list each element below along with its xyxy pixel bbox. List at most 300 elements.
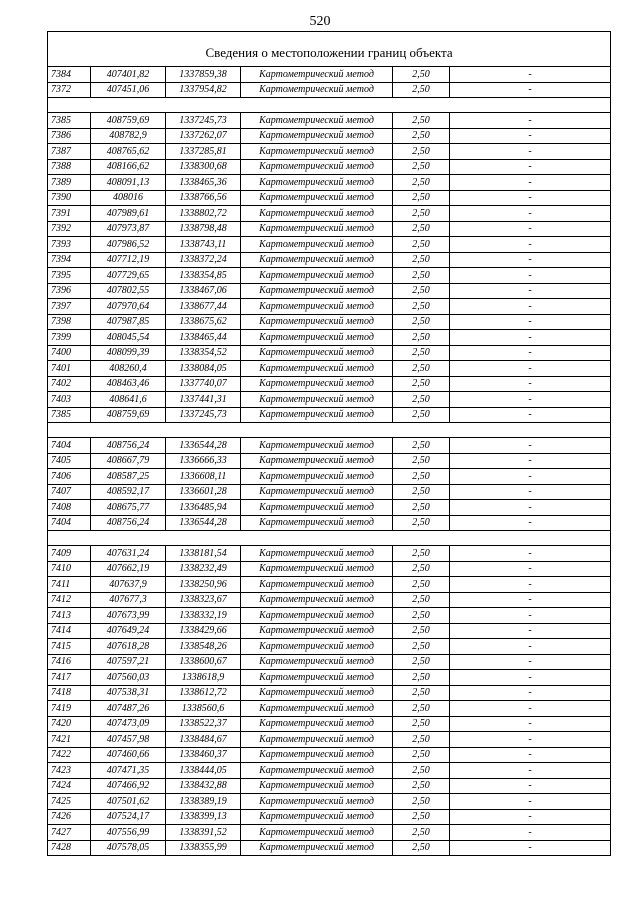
y-coordinate-cell: 1338323,67 (166, 592, 241, 608)
y-coordinate-cell: 1338232,49 (166, 561, 241, 577)
table-title-row (48, 32, 611, 67)
table-row (48, 840, 611, 856)
accuracy-cell: 2,50 (393, 469, 450, 485)
description-cell: - (450, 159, 611, 175)
table-row (48, 623, 611, 639)
method-cell: Картометрический метод (241, 654, 393, 670)
accuracy-cell: 2,50 (393, 144, 450, 160)
description-cell: - (450, 113, 611, 129)
description-cell: - (450, 268, 611, 284)
point-number-cell: 7385 (48, 113, 91, 129)
method-cell: Картометрический метод (241, 561, 393, 577)
point-number-cell: 7405 (48, 453, 91, 469)
accuracy-cell: 2,50 (393, 67, 450, 83)
y-coordinate-cell: 1338600,67 (166, 654, 241, 670)
point-number-cell: 7412 (48, 592, 91, 608)
y-coordinate-cell: 1338429,66 (166, 623, 241, 639)
x-coordinate-cell: 407649,24 (91, 623, 166, 639)
description-cell: - (450, 840, 611, 856)
description-cell: - (450, 825, 611, 841)
accuracy-cell: 2,50 (393, 515, 450, 531)
table-row (48, 268, 611, 284)
table-row (48, 716, 611, 732)
y-coordinate-cell: 1338354,52 (166, 345, 241, 361)
description-cell: - (450, 654, 611, 670)
y-coordinate-cell: 1338798,48 (166, 221, 241, 237)
method-cell: Картометрический метод (241, 701, 393, 717)
point-number-cell: 7415 (48, 639, 91, 655)
description-cell: - (450, 361, 611, 377)
x-coordinate-cell: 407637,9 (91, 577, 166, 593)
y-coordinate-cell: 1338372,24 (166, 252, 241, 268)
table-row (48, 190, 611, 206)
point-number-cell: 7407 (48, 484, 91, 500)
table-row (48, 113, 611, 129)
point-number-cell: 7417 (48, 670, 91, 686)
accuracy-cell: 2,50 (393, 809, 450, 825)
description-cell: - (450, 515, 611, 531)
accuracy-cell: 2,50 (393, 685, 450, 701)
description-cell: - (450, 716, 611, 732)
table-row (48, 685, 611, 701)
description-cell: - (450, 469, 611, 485)
accuracy-cell: 2,50 (393, 392, 450, 408)
y-coordinate-cell: 1338677,44 (166, 299, 241, 315)
x-coordinate-cell: 407560,03 (91, 670, 166, 686)
table-row (48, 361, 611, 377)
y-coordinate-cell: 1338465,36 (166, 175, 241, 191)
x-coordinate-cell: 408765,62 (91, 144, 166, 160)
point-number-cell: 7404 (48, 438, 91, 454)
table-row (48, 438, 611, 454)
y-coordinate-cell: 1338300,68 (166, 159, 241, 175)
description-cell: - (450, 144, 611, 160)
method-cell: Картометрический метод (241, 453, 393, 469)
y-coordinate-cell: 1337954,82 (166, 82, 241, 98)
point-number-cell: 7393 (48, 237, 91, 253)
description-cell: - (450, 252, 611, 268)
accuracy-cell: 2,50 (393, 252, 450, 268)
y-coordinate-cell: 1338560,6 (166, 701, 241, 717)
x-coordinate-cell: 407989,61 (91, 206, 166, 222)
method-cell: Картометрический метод (241, 778, 393, 794)
method-cell: Картометрический метод (241, 283, 393, 299)
x-coordinate-cell: 408756,24 (91, 515, 166, 531)
y-coordinate-cell: 1338250,96 (166, 577, 241, 593)
accuracy-cell: 2,50 (393, 407, 450, 423)
point-number-cell: 7400 (48, 345, 91, 361)
y-coordinate-cell: 1337245,73 (166, 113, 241, 129)
accuracy-cell: 2,50 (393, 716, 450, 732)
table-row (48, 608, 611, 624)
description-cell: - (450, 283, 611, 299)
method-cell: Картометрический метод (241, 438, 393, 454)
accuracy-cell: 2,50 (393, 654, 450, 670)
table-row (48, 747, 611, 763)
x-coordinate-cell: 407662,19 (91, 561, 166, 577)
group-separator-row (48, 531, 611, 546)
table-row (48, 345, 611, 361)
accuracy-cell: 2,50 (393, 376, 450, 392)
description-cell: - (450, 763, 611, 779)
x-coordinate-cell: 407631,24 (91, 546, 166, 562)
x-coordinate-cell: 407466,92 (91, 778, 166, 794)
description-cell: - (450, 670, 611, 686)
table-row (48, 732, 611, 748)
x-coordinate-cell: 407487,26 (91, 701, 166, 717)
method-cell: Картометрический метод (241, 175, 393, 191)
table-row (48, 206, 611, 222)
point-number-cell: 7402 (48, 376, 91, 392)
description-cell: - (450, 577, 611, 593)
description-cell: - (450, 206, 611, 222)
y-coordinate-cell: 1338675,62 (166, 314, 241, 330)
accuracy-cell: 2,50 (393, 82, 450, 98)
description-cell: - (450, 732, 611, 748)
point-number-cell: 7401 (48, 361, 91, 377)
y-coordinate-cell: 1338743,11 (166, 237, 241, 253)
description-cell: - (450, 794, 611, 810)
x-coordinate-cell: 408099,39 (91, 345, 166, 361)
method-cell: Картометрический метод (241, 716, 393, 732)
method-cell: Картометрический метод (241, 128, 393, 144)
x-coordinate-cell: 408166,62 (91, 159, 166, 175)
accuracy-cell: 2,50 (393, 825, 450, 841)
table-row (48, 469, 611, 485)
method-cell: Картометрический метод (241, 237, 393, 253)
x-coordinate-cell: 408667,79 (91, 453, 166, 469)
point-number-cell: 7372 (48, 82, 91, 98)
y-coordinate-cell: 1337262,07 (166, 128, 241, 144)
point-number-cell: 7394 (48, 252, 91, 268)
method-cell: Картометрический метод (241, 747, 393, 763)
accuracy-cell: 2,50 (393, 577, 450, 593)
table-row (48, 453, 611, 469)
method-cell: Картометрический метод (241, 685, 393, 701)
point-number-cell: 7388 (48, 159, 91, 175)
description-cell: - (450, 778, 611, 794)
description-cell: - (450, 453, 611, 469)
table-row (48, 82, 611, 98)
method-cell: Картометрический метод (241, 190, 393, 206)
description-cell: - (450, 67, 611, 83)
accuracy-cell: 2,50 (393, 268, 450, 284)
method-cell: Картометрический метод (241, 82, 393, 98)
point-number-cell: 7411 (48, 577, 91, 593)
accuracy-cell: 2,50 (393, 361, 450, 377)
x-coordinate-cell: 408592,17 (91, 484, 166, 500)
x-coordinate-cell: 407556,99 (91, 825, 166, 841)
point-number-cell: 7416 (48, 654, 91, 670)
accuracy-cell: 2,50 (393, 701, 450, 717)
y-coordinate-cell: 1338399,13 (166, 809, 241, 825)
method-cell: Картометрический метод (241, 252, 393, 268)
table-row (48, 175, 611, 191)
y-coordinate-cell: 1338460,37 (166, 747, 241, 763)
x-coordinate-cell: 408463,46 (91, 376, 166, 392)
page-number: 520 (309, 14, 331, 29)
accuracy-cell: 2,50 (393, 453, 450, 469)
method-cell: Картометрический метод (241, 361, 393, 377)
x-coordinate-cell: 407538,31 (91, 685, 166, 701)
description-cell: - (450, 500, 611, 516)
y-coordinate-cell: 1338618,9 (166, 670, 241, 686)
description-cell: - (450, 190, 611, 206)
point-number-cell: 7426 (48, 809, 91, 825)
method-cell: Картометрический метод (241, 159, 393, 175)
y-coordinate-cell: 1338355,99 (166, 840, 241, 856)
point-number-cell: 7384 (48, 67, 91, 83)
table-row (48, 778, 611, 794)
table-row (48, 654, 611, 670)
point-number-cell: 7386 (48, 128, 91, 144)
accuracy-cell: 2,50 (393, 345, 450, 361)
y-coordinate-cell: 1338465,44 (166, 330, 241, 346)
table-row (48, 500, 611, 516)
method-cell: Картометрический метод (241, 732, 393, 748)
method-cell: Картометрический метод (241, 376, 393, 392)
point-number-cell: 7418 (48, 685, 91, 701)
point-number-cell: 7403 (48, 392, 91, 408)
x-coordinate-cell: 407973,87 (91, 221, 166, 237)
method-cell: Картометрический метод (241, 345, 393, 361)
description-cell: - (450, 237, 611, 253)
accuracy-cell: 2,50 (393, 190, 450, 206)
method-cell: Картометрический метод (241, 592, 393, 608)
table-row (48, 314, 611, 330)
method-cell: Картометрический метод (241, 113, 393, 129)
table-row (48, 159, 611, 175)
table-row (48, 407, 611, 423)
table-row (48, 546, 611, 562)
method-cell: Картометрический метод (241, 221, 393, 237)
method-cell: Картометрический метод (241, 825, 393, 841)
y-coordinate-cell: 1337859,38 (166, 67, 241, 83)
x-coordinate-cell: 408091,13 (91, 175, 166, 191)
boundary-table-sheet (47, 31, 610, 856)
accuracy-cell: 2,50 (393, 623, 450, 639)
y-coordinate-cell: 1336544,28 (166, 515, 241, 531)
accuracy-cell: 2,50 (393, 484, 450, 500)
table-row (48, 701, 611, 717)
accuracy-cell: 2,50 (393, 159, 450, 175)
point-number-cell: 7392 (48, 221, 91, 237)
description-cell: - (450, 608, 611, 624)
description-cell: - (450, 546, 611, 562)
accuracy-cell: 2,50 (393, 299, 450, 315)
x-coordinate-cell: 407473,09 (91, 716, 166, 732)
method-cell: Картометрический метод (241, 206, 393, 222)
description-cell: - (450, 299, 611, 315)
x-coordinate-cell: 407460,66 (91, 747, 166, 763)
table-row (48, 515, 611, 531)
section-title: Сведения о местоположении границ объекта (48, 32, 611, 67)
method-cell: Картометрический метод (241, 840, 393, 856)
description-cell: - (450, 747, 611, 763)
point-number-cell: 7397 (48, 299, 91, 315)
method-cell: Картометрический метод (241, 314, 393, 330)
x-coordinate-cell: 407970,64 (91, 299, 166, 315)
point-number-cell: 7414 (48, 623, 91, 639)
method-cell: Картометрический метод (241, 330, 393, 346)
x-coordinate-cell: 407802,55 (91, 283, 166, 299)
point-number-cell: 7427 (48, 825, 91, 841)
method-cell: Картометрический метод (241, 469, 393, 485)
table-row (48, 299, 611, 315)
point-number-cell: 7428 (48, 840, 91, 856)
table-row (48, 283, 611, 299)
x-coordinate-cell: 407451,06 (91, 82, 166, 98)
method-cell: Картометрический метод (241, 500, 393, 516)
y-coordinate-cell: 1338354,85 (166, 268, 241, 284)
table-row (48, 376, 611, 392)
point-number-cell: 7399 (48, 330, 91, 346)
description-cell: - (450, 438, 611, 454)
x-coordinate-cell: 408016 (91, 190, 166, 206)
description-cell: - (450, 392, 611, 408)
table-row (48, 237, 611, 253)
method-cell: Картометрический метод (241, 639, 393, 655)
description-cell: - (450, 685, 611, 701)
description-cell: - (450, 82, 611, 98)
y-coordinate-cell: 1336485,94 (166, 500, 241, 516)
x-coordinate-cell: 407677,3 (91, 592, 166, 608)
accuracy-cell: 2,50 (393, 747, 450, 763)
method-cell: Картометрический метод (241, 515, 393, 531)
method-cell: Картометрический метод (241, 484, 393, 500)
method-cell: Картометрический метод (241, 407, 393, 423)
x-coordinate-cell: 407987,85 (91, 314, 166, 330)
table-row (48, 809, 611, 825)
y-coordinate-cell: 1338432,88 (166, 778, 241, 794)
method-cell: Картометрический метод (241, 268, 393, 284)
method-cell: Картометрический метод (241, 67, 393, 83)
x-coordinate-cell: 407597,21 (91, 654, 166, 670)
table-row (48, 561, 611, 577)
accuracy-cell: 2,50 (393, 840, 450, 856)
x-coordinate-cell: 408045,54 (91, 330, 166, 346)
point-number-cell: 7423 (48, 763, 91, 779)
accuracy-cell: 2,50 (393, 500, 450, 516)
y-coordinate-cell: 1337245,73 (166, 407, 241, 423)
method-cell: Картометрический метод (241, 392, 393, 408)
method-cell: Картометрический метод (241, 794, 393, 810)
y-coordinate-cell: 1338391,52 (166, 825, 241, 841)
accuracy-cell: 2,50 (393, 778, 450, 794)
group-separator-row (48, 98, 611, 113)
point-number-cell: 7391 (48, 206, 91, 222)
table-row (48, 639, 611, 655)
y-coordinate-cell: 1337441,31 (166, 392, 241, 408)
y-coordinate-cell: 1338766,56 (166, 190, 241, 206)
y-coordinate-cell: 1338612,72 (166, 685, 241, 701)
description-cell: - (450, 407, 611, 423)
y-coordinate-cell: 1338332,19 (166, 608, 241, 624)
description-cell: - (450, 701, 611, 717)
accuracy-cell: 2,50 (393, 128, 450, 144)
description-cell: - (450, 592, 611, 608)
description-cell: - (450, 221, 611, 237)
group-separator-cell (48, 531, 611, 546)
x-coordinate-cell: 408260,4 (91, 361, 166, 377)
point-number-cell: 7421 (48, 732, 91, 748)
accuracy-cell: 2,50 (393, 113, 450, 129)
boundary-points-table (47, 31, 611, 856)
description-cell: - (450, 376, 611, 392)
x-coordinate-cell: 407401,82 (91, 67, 166, 83)
y-coordinate-cell: 1338484,67 (166, 732, 241, 748)
x-coordinate-cell: 407471,35 (91, 763, 166, 779)
y-coordinate-cell: 1338389,19 (166, 794, 241, 810)
accuracy-cell: 2,50 (393, 732, 450, 748)
method-cell: Картометрический метод (241, 809, 393, 825)
x-coordinate-cell: 408759,69 (91, 113, 166, 129)
x-coordinate-cell: 407729,65 (91, 268, 166, 284)
y-coordinate-cell: 1338084,05 (166, 361, 241, 377)
accuracy-cell: 2,50 (393, 546, 450, 562)
x-coordinate-cell: 408756,24 (91, 438, 166, 454)
accuracy-cell: 2,50 (393, 283, 450, 299)
point-number-cell: 7396 (48, 283, 91, 299)
accuracy-cell: 2,50 (393, 438, 450, 454)
x-coordinate-cell: 407673,99 (91, 608, 166, 624)
y-coordinate-cell: 1338467,06 (166, 283, 241, 299)
accuracy-cell: 2,50 (393, 206, 450, 222)
x-coordinate-cell: 407618,28 (91, 639, 166, 655)
y-coordinate-cell: 1338522,37 (166, 716, 241, 732)
description-cell: - (450, 561, 611, 577)
table-row (48, 763, 611, 779)
accuracy-cell: 2,50 (393, 561, 450, 577)
y-coordinate-cell: 1336544,28 (166, 438, 241, 454)
method-cell: Картометрический метод (241, 608, 393, 624)
description-cell: - (450, 809, 611, 825)
accuracy-cell: 2,50 (393, 330, 450, 346)
table-row (48, 67, 611, 83)
y-coordinate-cell: 1336608,11 (166, 469, 241, 485)
accuracy-cell: 2,50 (393, 175, 450, 191)
method-cell: Картометрический метод (241, 577, 393, 593)
x-coordinate-cell: 408675,77 (91, 500, 166, 516)
description-cell: - (450, 330, 611, 346)
x-coordinate-cell: 407457,98 (91, 732, 166, 748)
x-coordinate-cell: 407501,62 (91, 794, 166, 810)
table-row (48, 577, 611, 593)
point-number-cell: 7420 (48, 716, 91, 732)
x-coordinate-cell: 408641,6 (91, 392, 166, 408)
method-cell: Картометрический метод (241, 763, 393, 779)
description-cell: - (450, 175, 611, 191)
point-number-cell: 7413 (48, 608, 91, 624)
accuracy-cell: 2,50 (393, 763, 450, 779)
point-number-cell: 7408 (48, 500, 91, 516)
y-coordinate-cell: 1338181,54 (166, 546, 241, 562)
point-number-cell: 7406 (48, 469, 91, 485)
description-cell: - (450, 623, 611, 639)
table-row (48, 484, 611, 500)
accuracy-cell: 2,50 (393, 670, 450, 686)
y-coordinate-cell: 1337740,07 (166, 376, 241, 392)
description-cell: - (450, 314, 611, 330)
y-coordinate-cell: 1337285,81 (166, 144, 241, 160)
x-coordinate-cell: 407524,17 (91, 809, 166, 825)
point-number-cell: 7425 (48, 794, 91, 810)
point-number-cell: 7419 (48, 701, 91, 717)
table-row (48, 825, 611, 841)
y-coordinate-cell: 1338802,72 (166, 206, 241, 222)
table-row (48, 670, 611, 686)
accuracy-cell: 2,50 (393, 592, 450, 608)
